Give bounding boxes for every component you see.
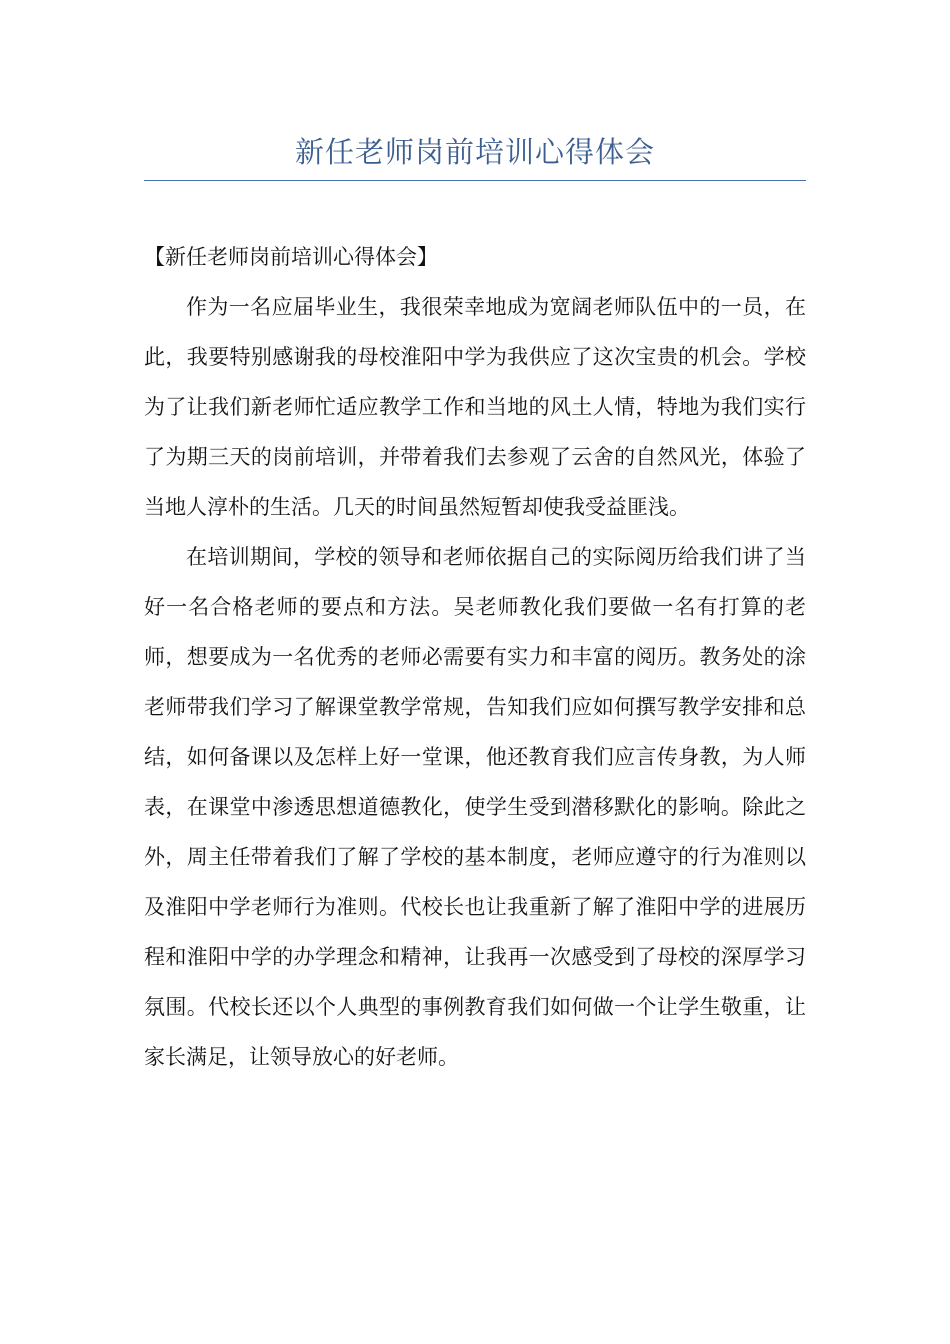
section-heading: 【新任老师岗前培训心得体会】 (144, 245, 438, 269)
paragraph-2: 在培训期间，学校的领导和老师依据自己的实际阅历给我们讲了当好一名合格老师的要点和方法。吴老师教化我们要做一名有打算的老师，想要成为一名优秀的老师必需要有实力和丰富的阅历。教务处的涂老师带我们学习了解课堂教学常规，告知我们应如何撰写教学安排和总结，如何备课以及怎样上好一堂课，他还教育我们应言传身教，为人师表，在课堂中渗透思想道德教化，使学生受到潜移默化的影响。除此之外，周主任带着我们了解了学校的基本制度，老师应遵守的行为准则以及淮阳中学老师行为准则。代校长也让我重新了解了淮阳中学的进展历程和淮阳中学的办学理念和精神，让我再一次感受到了母校的深厚学习氛围。代校长还以个人典型的事例教育我们如何做一个让学生敬重，让家长满足，让领导放心的好老师。 (144, 545, 806, 1069)
title-underline (144, 180, 806, 181)
paragraph-1: 作为一名应届毕业生，我很荣幸地成为宽阔老师队伍中的一员，在此，我要特别感谢我的母校淮阳中学为我供应了这次宝贵的机会。学校为了让我们新老师忙适应教学工作和当地的风土人情，特地为我们实行了为期三天的岗前培训，并带着我们去参观了云舍的自然风光，体验了当地人淳朴的生活。几天的时间虽然短暂却使我受益匪浅。 (144, 295, 806, 519)
page-title: 新任老师岗前培训心得体会 (294, 135, 655, 169)
document-body (144, 232, 806, 1082)
